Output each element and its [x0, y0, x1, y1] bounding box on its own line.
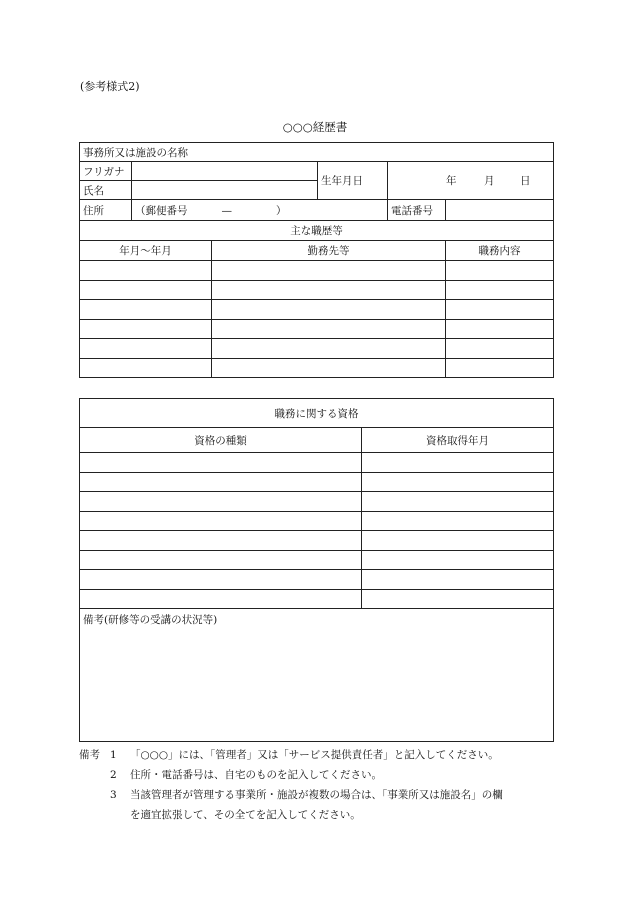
table-row	[80, 261, 554, 281]
qualification-date-cell[interactable]	[362, 472, 554, 492]
furigana-row	[80, 162, 554, 181]
career-heading: 主な職歴等	[80, 221, 554, 241]
career-heading-row	[80, 221, 554, 241]
career-period-cell[interactable]	[80, 358, 212, 378]
note-number: 3	[110, 789, 117, 801]
notes-section	[79, 745, 559, 825]
dob-day: 日	[520, 175, 531, 187]
qualifications-heading-row	[80, 399, 554, 428]
remarks-field[interactable]	[80, 609, 554, 742]
table-row	[80, 589, 554, 609]
address-row	[80, 200, 554, 221]
furigana-field[interactable]	[132, 162, 318, 181]
qualifications-table	[79, 398, 554, 742]
qualification-type-cell[interactable]	[80, 570, 362, 590]
postal-dash: —	[221, 204, 232, 217]
table-row	[80, 570, 554, 590]
career-period-cell[interactable]	[80, 300, 212, 320]
dob-year: 年	[446, 175, 457, 187]
career-duties-cell[interactable]	[446, 358, 554, 378]
address-label: 住所	[80, 200, 132, 221]
table-row	[80, 358, 554, 378]
table-row	[80, 511, 554, 531]
note-text: 住所・電話番号は、自宅のものを記入してください。	[130, 769, 382, 781]
career-employer-cell[interactable]	[212, 339, 446, 359]
career-duties-cell[interactable]	[446, 261, 554, 281]
remarks-row	[80, 609, 554, 742]
phone-label: 電話番号	[388, 200, 446, 221]
career-period-cell[interactable]	[80, 261, 212, 281]
office-name-label: 事務所又は施設の名称	[80, 143, 554, 162]
career-duties-cell[interactable]	[446, 280, 554, 300]
career-duties-cell[interactable]	[446, 319, 554, 339]
table-row	[80, 319, 554, 339]
name-label: 氏名	[80, 181, 132, 200]
remarks-label: 備考(研修等の受講の状況等)	[83, 614, 218, 626]
qualification-type-cell[interactable]	[80, 453, 362, 473]
qualification-type-cell[interactable]	[80, 550, 362, 570]
career-period-cell[interactable]	[80, 339, 212, 359]
qualification-date-cell[interactable]	[362, 550, 554, 570]
note-text: 「○○○」には、「管理者」又は「サービス提供責任者」と記入してください。	[130, 749, 499, 761]
qualification-date-cell[interactable]	[362, 589, 554, 609]
table-row	[80, 280, 554, 300]
dob-label: 生年月日	[318, 162, 388, 200]
qualification-date-cell[interactable]	[362, 492, 554, 512]
table-row	[80, 300, 554, 320]
qualification-date-header: 資格取得年月	[362, 428, 554, 453]
career-duties-header: 職務内容	[446, 241, 554, 261]
career-employer-header: 勤務先等	[212, 241, 446, 261]
address-field[interactable]	[132, 200, 388, 221]
note-item	[79, 785, 559, 805]
note-item	[79, 745, 559, 765]
career-period-cell[interactable]	[80, 319, 212, 339]
note-item	[79, 765, 559, 785]
qualifications-heading: 職務に関する資格	[80, 399, 554, 428]
note-text: 当該管理者が管理する事業所・施設が複数の場合は、「事業所又は施設名」の欄	[130, 789, 503, 801]
dob-month: 月	[484, 175, 495, 187]
table-row	[80, 492, 554, 512]
career-employer-cell[interactable]	[212, 300, 446, 320]
qualification-type-cell[interactable]	[80, 589, 362, 609]
career-form-table	[79, 142, 554, 378]
qualification-type-cell[interactable]	[80, 472, 362, 492]
qualifications-header-row	[80, 428, 554, 453]
table-row	[80, 550, 554, 570]
career-employer-cell[interactable]	[212, 358, 446, 378]
postal-label: （郵便番号	[135, 204, 188, 217]
table-row	[80, 453, 554, 473]
career-period-header: 年月～年月	[80, 241, 212, 261]
qualification-type-cell[interactable]	[80, 492, 362, 512]
postal-close: ）	[276, 204, 287, 217]
name-field[interactable]	[132, 181, 318, 200]
table-row	[80, 472, 554, 492]
career-employer-cell[interactable]	[212, 319, 446, 339]
furigana-label: フリガナ	[80, 162, 132, 181]
qualification-type-header: 資格の種類	[80, 428, 362, 453]
career-duties-cell[interactable]	[446, 339, 554, 359]
qualification-date-cell[interactable]	[362, 531, 554, 551]
office-name-row	[80, 143, 554, 162]
table-row	[80, 339, 554, 359]
qualification-type-cell[interactable]	[80, 511, 362, 531]
career-period-cell[interactable]	[80, 280, 212, 300]
reference-label: (参考様式2)	[80, 80, 140, 93]
notes-lead: 備考	[79, 749, 100, 761]
document-title: ○○○経歴書	[282, 120, 348, 134]
qualification-date-cell[interactable]	[362, 511, 554, 531]
career-duties-cell[interactable]	[446, 300, 554, 320]
career-employer-cell[interactable]	[212, 261, 446, 281]
qualification-date-cell[interactable]	[362, 570, 554, 590]
phone-field[interactable]	[446, 200, 554, 221]
table-row	[80, 531, 554, 551]
note-number: 1	[110, 749, 117, 761]
note-continuation: を適宜拡張して、その全てを記入してください。	[130, 809, 361, 821]
career-header-row	[80, 241, 554, 261]
qualification-type-cell[interactable]	[80, 531, 362, 551]
career-employer-cell[interactable]	[212, 280, 446, 300]
dob-field[interactable]	[388, 162, 554, 200]
qualification-date-cell[interactable]	[362, 453, 554, 473]
note-number: 2	[110, 769, 117, 781]
